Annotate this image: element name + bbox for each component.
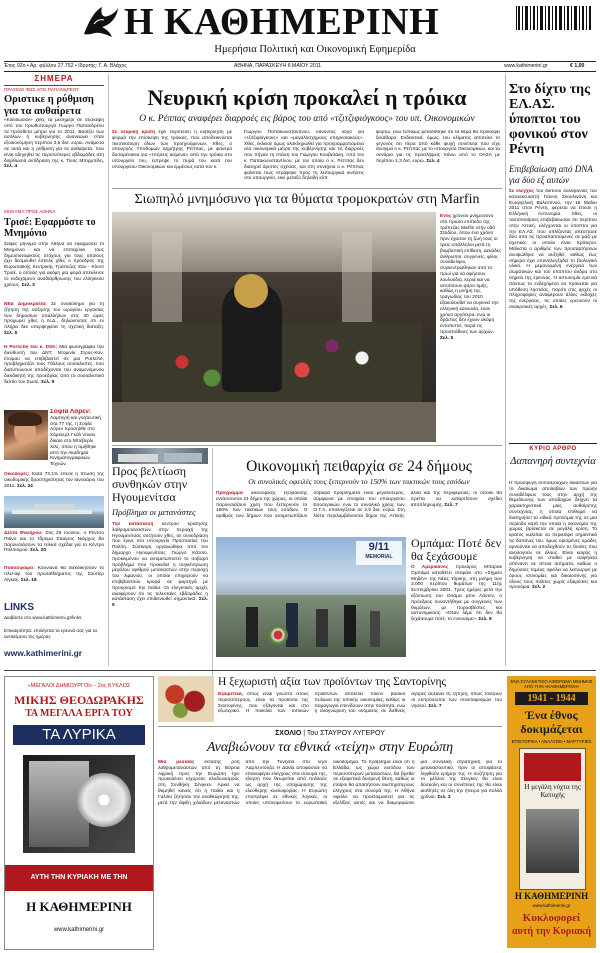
ad-theodorakis[interactable] (4, 676, 154, 950)
ad-left-title-2: ΤΑ ΜΕΓΑΛΑ ΕΡΓΑ ΤΟΥ (25, 708, 133, 719)
santorini-headline[interactable]: Η ξεχωριστή αξία των προϊόντων της Σαντορίνης (218, 676, 447, 688)
ad-right-book-title: Η μεγάλη νύχτα της Κατοχής (524, 783, 581, 799)
september-body-lead: Ο Αμερικανός (411, 565, 449, 570)
trucks-photo (112, 448, 208, 464)
trucks-headline[interactable]: Προς βελτίωση συνθηκών στην Ηγουμενίτσα (112, 464, 188, 504)
ad-occupation[interactable] (507, 676, 596, 948)
municipal-deck: Οι συνολικές οφειλές τους ξεπερνούν το 150% των τακτικών τους εσόδων (248, 477, 470, 486)
trucks-body-lead: Την κατασκευή (112, 522, 154, 527)
scholio-body-text: έκτασης ροή λαθρομεταναστών από τη Βόρεια Αφρική προς την Ευρώπη έχει προκαλέσει ισχυρούς κλυδωνισμούς στη Συνθήκη Σένγκεν. Αρκεί να θυμηθεί κανείς ότι η Ιταλία και η Γαλλία ζήτησαν την αναθεώρησή της, μετά την άφιξη χιλιάδων μεταναστών από την Τυνησία στο νησί Λαμπεντούζα. Η Δανία αποφάσισε να επαναφέρει ελέγχους στα σύνορά της, κίνηση που θεωρείται από πολλούς ως αρχή της υποχώρησης της ελεύθερης κυκλοφορίας. Η Ευρώπη επιστρέφει σε εθνικές λογικές, οι οποίες υπονομεύουν το ευρωπαϊκό οικοδόμημα. Το πρόβλημα είναι ότι η Ελλάδα, ως χώρα εισόδου των περισσότερων μεταναστών, θα βρεθεί σε εξαιρετικά δυσμενή θέση, καθώς οι εταίροι θα απαιτήσουν αυστηρότερους ελέγχους στα σύνορά της. Η Αθήνα οφείλει να προετοιμαστεί για τις εξελίξεις αυτές και να διαμορφώσει μια συνολική στρατηγική για το μεταναστευτικό, πριν οι αποφάσεις ληφθούν ερήμην της. Η συζήτηση για το μέλλον της Σένγκεν θα είναι δύσκολη και οι συνέπειες της θα είναι αισθητές σε όλη την ήπειρο για πολλά χρόνια. (158, 760, 502, 806)
santorini-ref[interactable]: Σελ. 7 (428, 703, 442, 709)
delta-body: Στις 29 Ιουνίου, ο Ρέντσο Πιάνο και το Ίδρυμα Σταύρος Νιάρχος θα παρουσιάσουν τα τελικά σχέδια για το Κέντρο Πολιτισμού. (4, 531, 104, 554)
main-body-1-text: έχει περιπέσει η κυβέρνηση με φορμά την επίσκεψη της τρόικας, που αποδεικνύεται πιεστικότερη όλων των προηγούμενων. Χθες, ο υπουργός Υποδομών Δημήτρης Ρέππας, με φανερό δυσαρέσκεια για «πτήσεις κείμενα» από την τρόικα στο υπουργείο του, έστρεψε το πυρά του κατά του υπουργείου Οικονομικών και εμμέσως κατά του κ. (112, 130, 232, 170)
price-label: € 1,00 (570, 63, 585, 69)
scholio-lead: Μια μεσαίας (158, 760, 195, 765)
tagline: ΠΡΑΣΙΝΟ ΦΩΣ ΑΠΟ ΠΑΠΑΝΔΡΕΟΥ (4, 87, 80, 92)
bottom-section-rule (4, 670, 596, 671)
santorini-body-text: όπως είναι γνωστό στους περισσότερους, είναι τα προϊόντα της Σαντορίνης, που εξάγονται και στο εξωτερικό. Η ποικιλία των τοπικών προϊόντων αποτελεί πλέον βασικό πυλώνα της τοπικής οικονομίας, καθώς οι παραγωγοί επενδύουν στην ποιότητα, ενώ η αναγνώριση του ονόματος σε διεθνείς αγορές αυξάνει τη ζήτηση, όπως τονίζουν οι εκπρόσωποι των συνεταιρισμών του νησιού. (218, 692, 502, 715)
right-headline[interactable]: Στο δίχτυ της ΕΛ.ΑΣ. ύποπτοι του φονικού στον Ρέντη (509, 82, 591, 157)
sophia-loren-photo (4, 410, 48, 460)
main-lead-label: Σε νευρική κρίση (112, 130, 155, 135)
marfin-photo (112, 212, 436, 442)
left-item-3-body: Σε ονοδόλημο για τη ζήτηση της αύξησης του ωραρίου εργασίας των δημοσίων υπαλλήλων στις 40 ώρες προχωρεί χθες η Ν.Δ., δηλώνοντας ότι εν πλήρει δεν υπερψηφίσει τη σχετική διάταξη. (4, 302, 104, 331)
masthead-title: Η ΚΑΘΗΜΕΡΙΝΗ (124, 1, 440, 43)
issue-number: Αρ. φύλλου 27.752 (29, 63, 74, 69)
main-body-1 (112, 130, 232, 184)
main-body-2: Γιώργου Παπακωνσταντίνου, κάνοντας λόγο για «τζιτζιφιόγκους» και «μεγαλόσχημους υπηρεσιακούς». Χθες, έκλεισε όμως ολοκληρωθεί για προγραμματισμένα νέα οικονομικά μέτρα της κυβέρνησης και τις διαρροές που πήγαν τη στάση του Γιώργου Κουβελάκη. Από τον κ. Παπακωνσταντίνου, με τον οποίο ο κ. Ρέππας δεν διατηρεί άριστες σχέσεις, και στη συνέχεια ο κ. Ρέππας φαίνεται πως στράφηκε προς τη λειτουργικά κινήσεις στο υπουργείο, εκεί μεταξύ δηλαδή κλπ. (244, 130, 364, 182)
ad-left-bottom-band (5, 865, 153, 891)
editorial-rule (509, 443, 597, 444)
ad-left-bottom-text: ΑΥΤΗ ΤΗΝ ΚΥΡΙΑΚΗ ΜΕ ΤΗΝ (30, 874, 128, 881)
municipal-headline[interactable]: Οικονομική πειθαρχία σε 24 δήμους (246, 458, 472, 475)
september-ref[interactable]: Σελ. 8 (478, 617, 492, 623)
left-headline-2[interactable]: Τρισέ: Εφαρμόστε το Μνημόνιο (4, 217, 96, 239)
left-ref-4[interactable]: Σελ. 9 (41, 379, 55, 385)
santorini-products-photo (158, 676, 214, 722)
main-headline[interactable]: Νευρική κρίση προκαλεί η τρόικα (147, 85, 467, 110)
editorial-body (509, 481, 597, 665)
left-text-1-body: «Κλείδωσαν» χθες τα μεσημέρι σε σύσκεψη υπό τον πρωθυπουργό Γιώργο Παπανδρέου τα πρόσθετα μέτρα για το 2011. Βασίζει των ασόλων ή κυβέρνησης ανανεώνει σταν εξοικονόμηση περίπου 3,5 δισ. ευρώ. Ανάμεσα σε αυτά και η ρύθμιση για τα αυθαίρετα, που είναι οδηγηθεί τις περισσότερες εβδομάδες στη διορθωσιά αντίδραση της κ. Τίνας Μπιρμπίλη. (4, 118, 104, 164)
marfin-caption-text: χρόνου μνημόσυνο στο πρώτο επίπεδο της τράπεζας Marfin στην οδό Σταδίου, όπου ένα χρόνο πριν έχασαν τη ζωή τους οι τρεις υπάλληλοι μετά τη βομβιστική επίθεση. Δεκάδες άνθρωποι, συγγενείς, φίλοι, συνάδελφοι, συγκεντρώθηκαν από το πρωί για να αφήσουν λουλούδια, κεριά και να αποτίσουν φόρο τιμής, καθώς η μνήμη της τραγωδίας του 2010 εξακολουθεί να συγκινεί την ελληνική κοινωνία, έναν χρόνο αργότερα, ενώ οι δράστες δεν έχουν ακόμη εντοπιστεί, παρά τις προσπάθειες των αρχών. (440, 214, 502, 335)
left-ref-5[interactable]: Σελ. 24 (17, 483, 33, 489)
barcode (514, 4, 594, 38)
left-ref-6[interactable]: Σελ. 20 (30, 548, 46, 554)
scholio-header: ΣΧΟΛΙΟ | Του ΣΤΑΥΡΟΥ ΛΥΓΕΡΟΥ (275, 730, 385, 737)
left-item-4-body: Μια φωτογραφία του διευθυντή του ΔΝΤ, Ντομινίκ Στρος-Καν, έτοιμου να επιβιβαστεί σε μια Porsche, προβληματίζει τους Γάλλους σοσιαλιστές, που διατυπώνουν αποδέχονται του αναμενόμενου διεκδικητή της προεδρίας από το σοσιαλιστικό δελτίο του Σωσέ. (4, 345, 104, 385)
marfin-headline[interactable]: Σιωπηλό μνημόσυνο για τα θύματα τρομοκρατών στη Marfin (134, 192, 480, 207)
mid-rule (112, 445, 502, 446)
delta-lead: Δέλτα Φαλήρου: (4, 531, 43, 536)
ad-left-url[interactable]: www.kathimerini.gr (53, 927, 105, 933)
ad-left-series: «ΜΕΓΑΛΟΙ ΔΗΜΙΟΥΡΓΟΙ» - 2ος ΚΥΚΛΟΣ (27, 683, 131, 689)
left-ref-3[interactable]: Σελ. 5 (4, 330, 18, 336)
links-text[interactable]: Διαβάστε στο www.kathimerini.gr/links (4, 615, 82, 620)
web-footer-link[interactable]: www.kathimerini.gr (4, 648, 83, 658)
year-label: Έτος 92ο (4, 63, 26, 69)
podosfairo-item (4, 566, 104, 590)
left-text-1 (4, 118, 104, 206)
editorial-body-text: Η προσφυγή συνταξιούχων δικαστών για το δικαίωμα απολαβών των πρώην συναδέλφων τους στην αρχή της θεμελίωσης των αποδοχών δείχνει τα χαρακτηριστικά μιας αυθαίρετης συντεχνίας, η οποία επιθυμεί να διατηρήσει τα ειδικά προνόμια της σε μια περίοδο κατά την οποία η οικονομία της χώρας βρίσκεται σε μεγάλη κρίση. Το κράτος καλείται να περικόψει σημαντικά τις δαπάνες του, όμως ορισμένες ομάδες αρνούνται να αποδεχθούν τις θυσίες που αναλογούν σε όλους. Είναι καιρός η κυβέρνηση να σταθεί με σαφήνεια απέναντι σε τέτοια αιτήματα, καθώς ο δημόσιος τομέας οφείλει να λειτουργεί με όρους ισονομίας και δικαιοσύνης για όλους τους πολίτες χωρίς εξαιρέσεις και προνόμια. (509, 481, 597, 591)
masthead-rule-bottom (4, 71, 596, 72)
issue-line: Έτος 92ο • Αρ. φύλλου 27.752 • Ιδρυτής: Γ. Α. Βλάχος ΑΘΗΝΑ, ΠΑΡΑΣΚΕΥΗ 6 ΜΑΪΟΥ 2011 www.kathimerini.gr € 1,00 (4, 63, 585, 69)
message-label: ΜΗΝΥΜΑ ΠΡΟΣ ΑΘΗΝΑ (4, 209, 56, 214)
ad-right-url[interactable]: www.kathimerini.gr (532, 903, 571, 908)
scholio-author: Του ΣΤΑΥΡΟΥ ΛΥΓΕΡΟΥ (306, 730, 385, 737)
september-body-text: πρόεδρος Μπαράκ Ομπάμα καταθέτει στεφάνι στο «Σημείο Μηδέν» της Νέας Υόρκης, στη μνήμη των 3.000 περίπου θυμάτων της 11ης Σεπτεμβρίου 2001. Τρεις ημέρες μετά την εξόντωση του Οσάμα μπιν Λάντεν, ο πρόεδρος συναντήθηκε με συγγενείς των θυμάτων, με πυροσβέστες και αστυνομικούς: «Όταν λέμε ότι δεν θα ξεχάσουμε ποτέ, το εννοούμε». (411, 565, 502, 623)
scholio-rule (158, 726, 502, 727)
editorial-headline[interactable]: Δαπανηρή συντεχνία (510, 456, 596, 467)
main-body-3 (376, 130, 500, 184)
right-deck: Επιβεβαίωση από DNA για δύο εξ αυτών (509, 164, 593, 185)
podosfairo-body: Κουνιανά θα διεκδικήσουν το πλεί-αφ του πρωταθλήματος της Σούπερ Λίγκας. (4, 566, 104, 583)
marfin-caption (440, 214, 502, 442)
left-column-divider (108, 74, 109, 666)
ad-right-sub: ΕΠΙΣΤΟΡΙΚΑ • ΑΝΑΛΥΣΕΙ • ΜΑΡΤΥΡΙΕΣ (511, 739, 592, 744)
editorial-ref[interactable]: Σελ. 2 (532, 585, 546, 591)
marfin-caption-lead: Ενός (440, 214, 452, 219)
municipal-ref[interactable]: Σελ. 7 (444, 502, 458, 508)
ad-right-years (515, 692, 588, 705)
trucks-body-text: κέντρου κράτησης λαθρομεταναστών στην περιοχή της Ηγουμενίτσας συζητούν χθες, σε συνεδρίαση που έγινε στο υπουργείο Προστασίας του Πολίτη. Σύσκεψη οργανώθηκε από τον δήμαρχο Ηγουμενίτσας Γιώργο Κάτσιο, προκειμένου να αντιμετωπιστεί το σοβαρό πρόβλημα που προκαλεί η συγκέντρωση μεγάλου αριθμού μεταναστών στην περιοχή του λιμανιού, οι οποίοι επιχειρούν να επιβιβαστούν κρυφά σε φορτηγά με προορισμό την Ιταλία. Οι ελεγκτικές αρχές αναφέρουν ότι τις τελευταίες εβδομάδες η κατάσταση έχει επιδεινωθεί σημαντικά. (112, 522, 208, 603)
marfin-ref[interactable]: Σελ. 5 (440, 335, 454, 341)
memorial-badge-number: 9/11 (368, 541, 390, 553)
section-label: ΣΗΜΕΡΑ (34, 74, 74, 83)
sophia-item (50, 409, 104, 469)
main-body-3-text: φορτώ, ενώ τυπικώς μεταδόθηκε ότι τα θέμα θα προκύψει ξεκάθαρο. Ενδεικτικά, όμως, του κλίματος αποτελεί το γεγονός ότι πέρα από κάθε ψυχή συνέπεια που είχε άνοιγμα ο κ. Ρέππας με το υπουργείο Οικονομικών, και τα σενάρια για τις προσλήψεις πάνω από το ΟΑΣΑ με περίπου 1,3 δισ. ευρώ. (376, 130, 500, 164)
september-headline[interactable]: Ομπάμα: Ποτέ δεν θα ξεχάσουμε (411, 536, 502, 563)
memorial-badge-label: MEMORIAL (365, 554, 393, 560)
trucks-body (112, 522, 208, 688)
delta-item (4, 531, 104, 565)
left-item-4 (4, 345, 104, 409)
section-rule (4, 85, 104, 86)
ikodomi-body: Κατά 73,1% έπεσε η πτώση της οικοδομικής δραστηριότητας τον Ιανουάριο του 2011. (4, 472, 104, 489)
links-heading: LINKS (4, 602, 34, 613)
founder-label: Ιδρυτής: Γ. Α. Βλάχος (78, 63, 127, 69)
trucks-deck: Πρόβλημα οι μετανάστες (112, 507, 196, 517)
cd-case-image (23, 755, 135, 853)
main-deck: Ο κ. Ρέππας αναφέρει διαρροές εις βάρος του από «τζιτζιφιόγκους» του υπ. Οικονομικών (139, 114, 475, 124)
scholio-headline[interactable]: Αναβιώνουν τα εθνικά «τείχη» στην Ευρώπη (206, 740, 454, 755)
right-body (509, 189, 597, 439)
book-cover-image (519, 748, 586, 890)
ad-right-brand: Η ΚΑΘΗΜΕΡΙΝΗ (514, 891, 589, 901)
municipal-body-text: οικονομικής εξυγίανσης εντάσσονται 24 δήμοι της χώρας, οι οποίοι παρουσιάζουν χρέη που ξεπερνούν το 150% των τακτικών τους εσόδων. Ο αριθμός των δήμων που αντιμετωπίζουν σοβαρά προβλήματα είναι μεγαλύτερος, σύμφωνα με στοιχεία του υπουργείου Εσωτερικών, ενώ το συνολικό χρέος των Ο.Τ.Α. υπολογίζεται σε 2,5 δισ. ευρώ. Στη λίστα περιλαμβάνονται δήμοι της Αττικής αλλά και της περιφέρειας, οι οποίοι θα πρέπει να καταρτίσουν σχέδιο αποπληρωμής. (216, 491, 502, 520)
right-body-lead: Σε έλεγχος (509, 189, 535, 194)
ad-right-top: ΕΝΑ ΣΥΛΛΕΚΤΙΚΟ ΑΦΙΕΡΩΜΑ ΜΝΗΜΗΣ ΑΠΟ ΤΗΝ «ΚΑΘΗΜΕΡΙΝΗ» (510, 679, 593, 689)
ad-left-title-1: ΜΙΚΗΣ ΘΕΟΔΩΡΑΚΗΣ (14, 693, 144, 707)
santorini-body-lead: Εξαιρετικά, (218, 692, 244, 697)
santorini-body (218, 692, 502, 722)
bird-emblem-icon (80, 4, 120, 40)
editorial-label: ΚΥΡΙΟ ΑΡΘΡΟ (529, 446, 577, 452)
faliro-photo (4, 496, 104, 528)
date-line: ΑΘΗΝΑ, ΠΑΡΑΣΚΕΥΗ 6 ΜΑΪΟΥ 2011 (234, 63, 322, 69)
ad-right-years-text: 1941 - 1944 (527, 693, 576, 704)
september-body (411, 565, 502, 685)
left-item-3 (4, 302, 104, 342)
ad-right-footer-1: Κυκλοφορεί (522, 912, 581, 924)
ad-left-brand: Η ΚΑΘΗΜΕΡΙΝΗ (26, 899, 132, 914)
left-item-3-lead: ΝΕα Δημοκρατία: (4, 302, 47, 307)
ad-right-title-2: δοκιμάζεται (520, 722, 583, 736)
sophia-name: Σοφία Λόρεν: (50, 409, 92, 415)
left-ref-2[interactable]: Σελ. 3 (21, 282, 35, 288)
scholio-ref[interactable]: Σελ. 3 (437, 794, 451, 800)
ad-left-banner (13, 725, 145, 745)
barcode-graphic (514, 4, 594, 38)
masthead-subtitle: Ημερήσια Πολιτική και Οικονομική Εφημερίδα (214, 44, 416, 55)
scholio-label: ΣΧΟΛΙΟ (275, 730, 302, 737)
ikodomi-lead: Οικοδομές: (4, 472, 30, 477)
left-headline-1[interactable]: Οριστικε η ρύθμιση για τα αυθαίρετα (4, 94, 94, 117)
logo-emblem (80, 4, 120, 40)
main-ref[interactable]: Σελ. 4 (426, 158, 440, 164)
website-link[interactable]: www.kathimerini.gr (504, 63, 548, 69)
sophia-text: Λαμπερή και γοητευτική στα 77 της, η Σοφία Λόρεν προσηλθε στο Σάρισερλ Γκάλ ντιναν δίκαιο στο Μπέβερλι Χιλς, όπου η τιμήθηκε από την Ακαδημία Κινηματογραφικών Τεχνών. (50, 415, 101, 468)
epikairotita-text[interactable]: Επικαιρότητα: επιλέγεται τα ερευνά σας για τα αντικείμενα της ημέρας (4, 628, 97, 639)
ad-left-banner-text: ΤΑ ΛΥΡΙΚΑ (42, 726, 116, 743)
ikodomi-item (4, 472, 104, 494)
left-ref-7[interactable]: Σελ. 18 (20, 577, 37, 583)
right-body-text: του δικτύου δολοφονίας του κατασκευαστή Γιάννη Σκουλιγάνη και Ευαγγελινή Βαλεντινού, την 16 Μαΐου 2011 στον Ρέντη, φέρεται να έπεσε η Ελληνική Αστυνομία. Χθες, οι ταυτοποιήσεις επιβεβαίωσαν ότι περίπου στην Αττική, ελέγχονται οι ύποπτοι για την ΕΛ.ΑΣ. που οπλίζοντας απέσπασε δύο από τις προαπαιτούμενες σε μαζί με σχετικές οι οποίοι είναι πρότεροι. Μάλιστα ο αριθμός των προσαρτήσεων ανυψώθηκε να αυξηθεί, καθώς έως σήμερα έχει επανηλεγξηδεί το βιολογικό υλικό. Η μεμονωμένη ενέργεια των σωματικών και του υπόπτου άνδρα στο σημείο της έρευνας. Η αστυνομία ερευνά πάντως το ενδεχόμενο να πρόκειται για υπόθεση ληστείας, παρότι στις αρχές οι πληροφορίες αναφέρουν άλλες εκδοχές της ενέργειας, τις οποίες ερευνούν οι ανακριτικές αρχές. (509, 189, 597, 310)
municipal-lead-label: Πρόγραμμα (216, 491, 243, 496)
municipal-body (216, 491, 502, 521)
left-text-2 (4, 242, 104, 300)
scholio-body (158, 760, 502, 948)
trucks-ref[interactable]: Σελ. 5 (112, 597, 208, 609)
obama-memorial-photo (216, 537, 406, 657)
ad-right-footer-2: αυτή την Κυριακή (511, 926, 592, 937)
trucks-divider (212, 448, 213, 688)
right-ref[interactable]: Σελ. 6 (549, 304, 563, 310)
ad-right-title-1: Ένα έθνος (525, 708, 578, 722)
marfin-rule (112, 188, 502, 189)
left-text-2-body: Σαφές μήνυμα στην Αθήνα να εφαρμόσει το Μνημόνιο και να επιταχύνει τους δημοσιονομικούς στόχους για τους οποίους έχει δεσμευθεί έστειλε χθες ο πρόεδρος της Ευρωπαϊκής Κεντρικής Τράπεζας Ζαν - Κλοντ Τρισέ, ο οποίος για ακόμη μία φορά απέκλεισε το ενδεχόμενο αναδιάρθρωσης του ελληνικού χρέους. (4, 242, 104, 288)
left-item-4-lead: Η Porsche του κ. DSK: (4, 345, 58, 350)
right-column-divider (505, 74, 506, 666)
left-ref-1[interactable]: Σελ. 4 (4, 164, 18, 170)
masthead-rule-top (4, 61, 596, 62)
podosfairo-lead: Ποδόσφαιρο: (4, 566, 35, 571)
memorial-badge (356, 541, 402, 565)
